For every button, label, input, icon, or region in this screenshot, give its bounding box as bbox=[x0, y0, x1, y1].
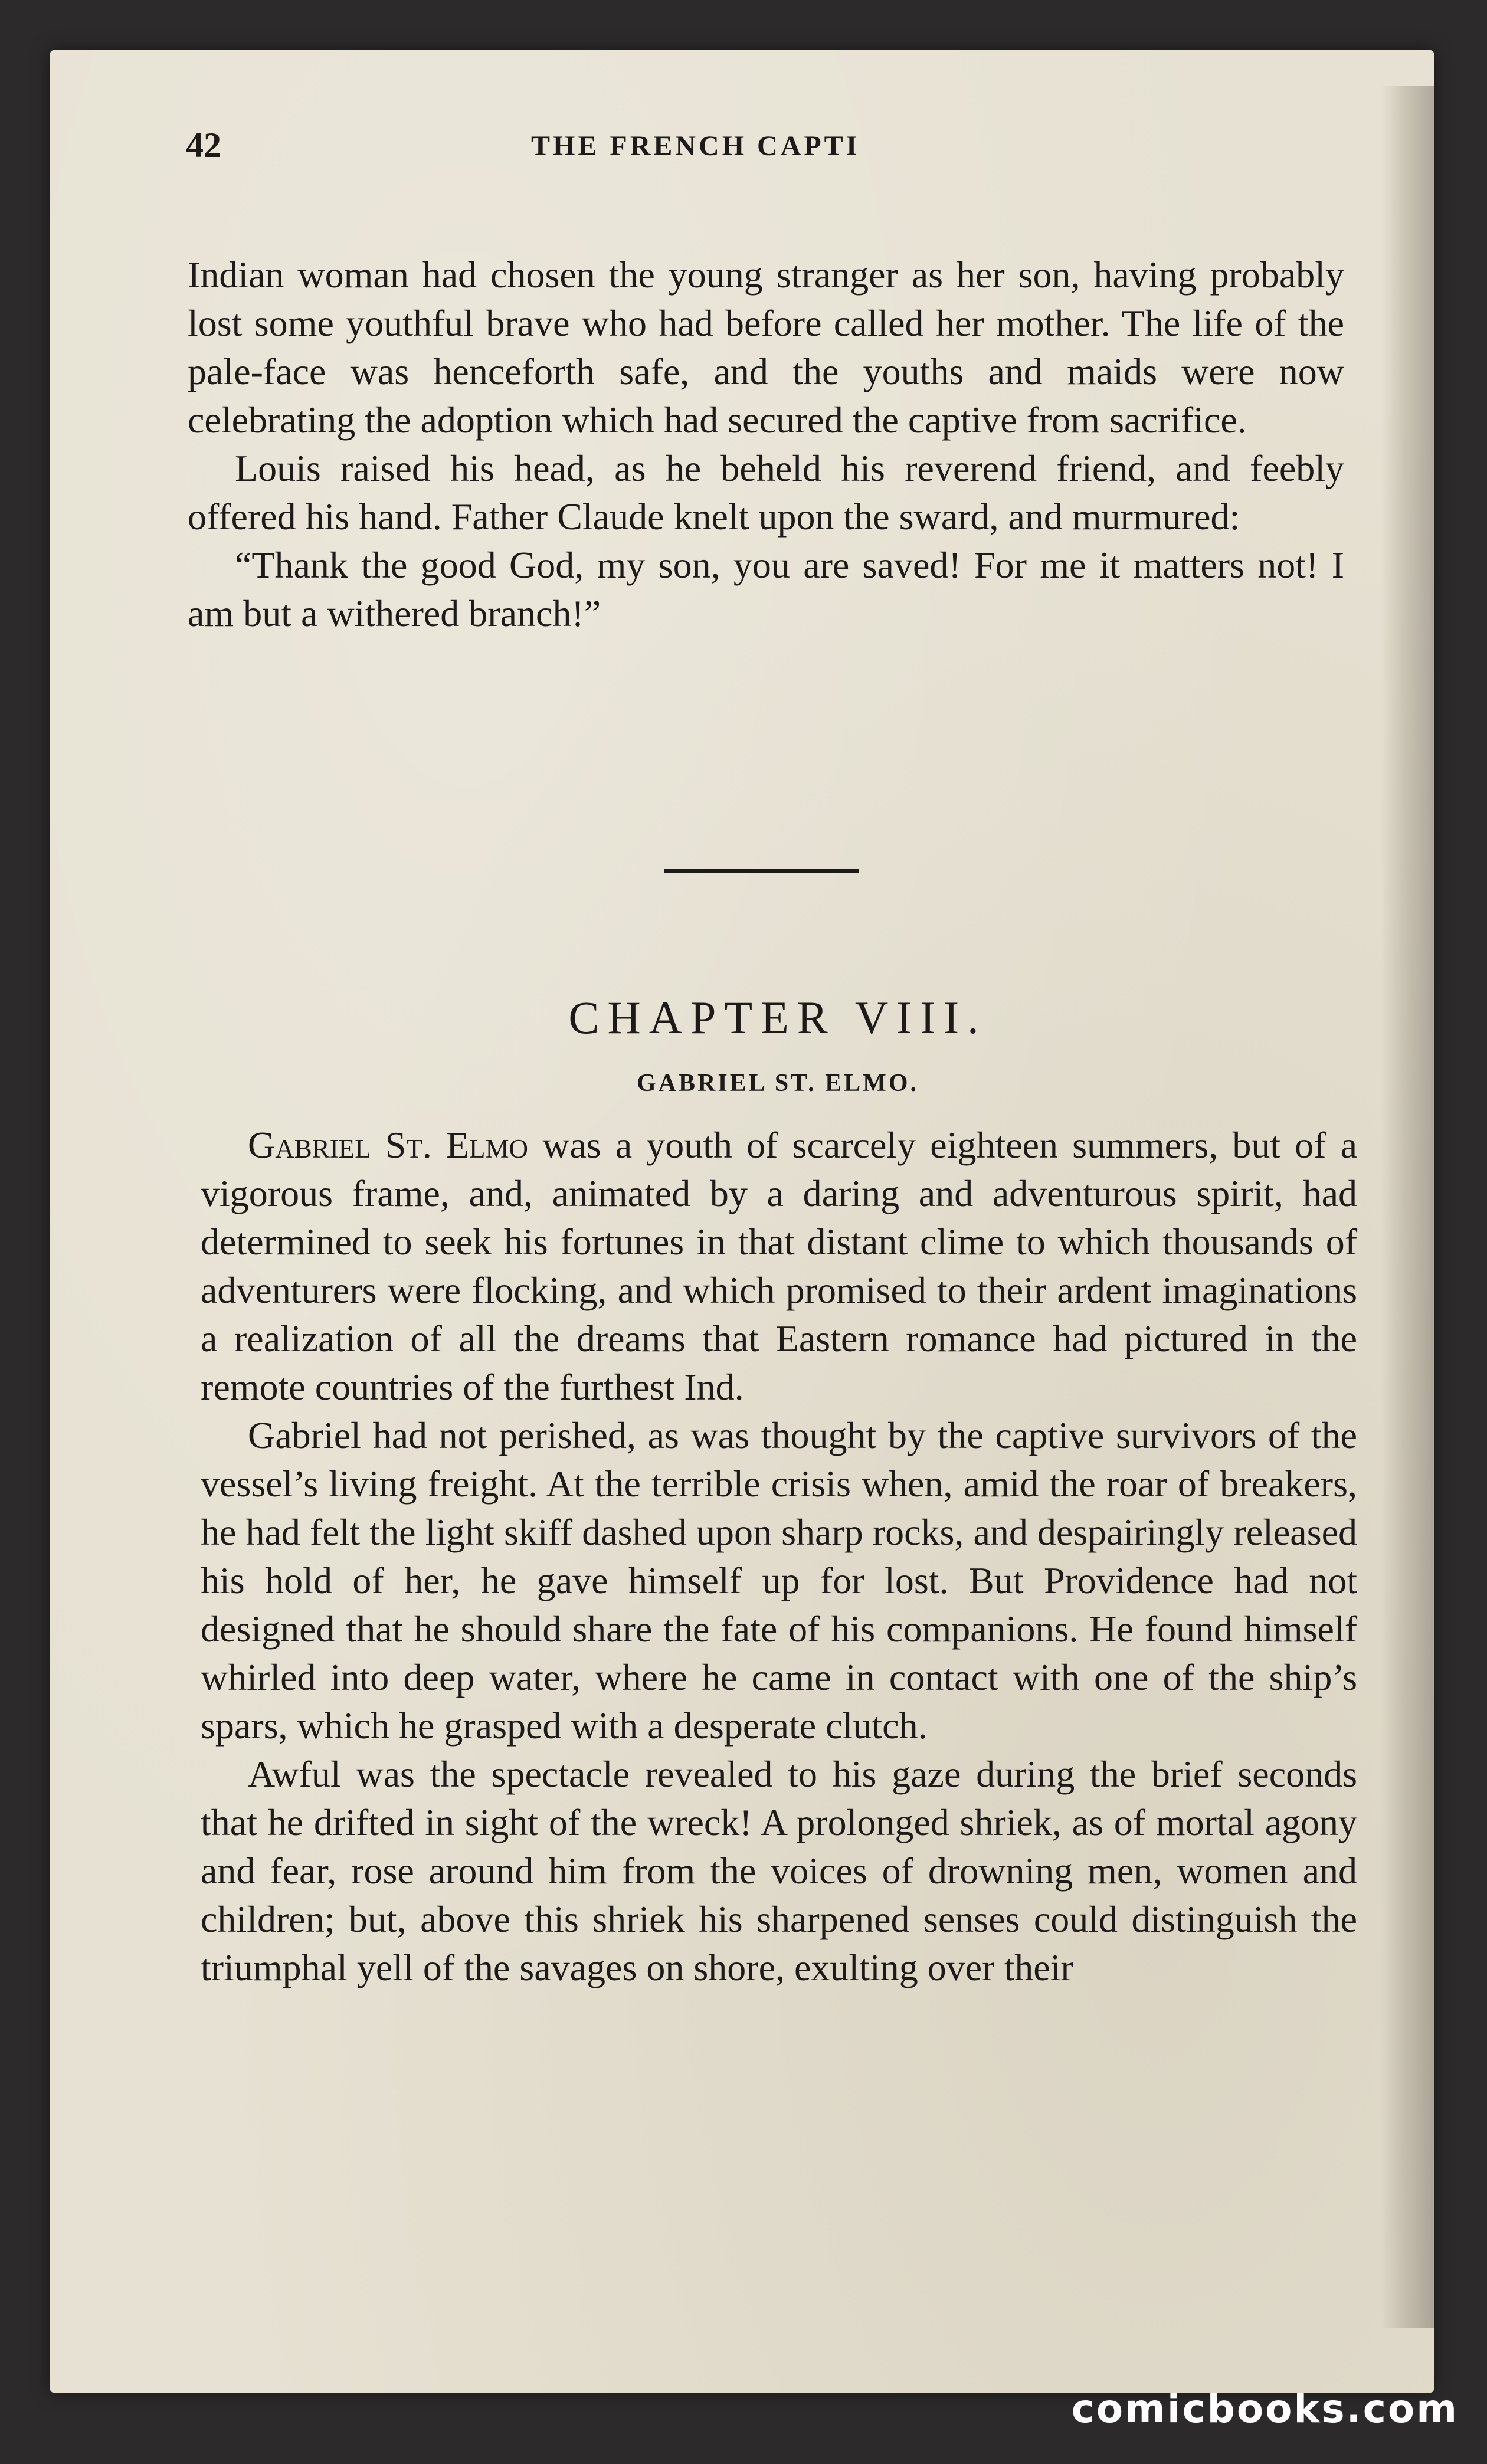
page-gutter-shadow bbox=[1381, 86, 1434, 2328]
paragraph bbox=[201, 1121, 1357, 1411]
previous-chapter-text bbox=[188, 251, 1344, 638]
chapter-subtitle: GABRIEL ST. ELMO. bbox=[637, 1070, 919, 1097]
paragraph: Indian woman had chosen the young stranger as her son, having probably lost some youthful brave who had before called her mother. The life of the pale-face was henceforth safe, and the youths and maids were now celebrating the adoption which had secured the captive from sacrifice. bbox=[188, 254, 1344, 441]
paragraph: Gabriel had not perished, as was thought by the captive survivors of the vessel’s living freight. At the terrible crisis when, amid the roar of breakers, he had felt the light skiff dashed upon sharp rocks, and despairingly released his hold of her, he gave himself up for lost. But Providence had not designed that he should share the fate of his companions. He found himself whirled into deep water, where he came in contact with one of the ship’s spars, which he grasped with a desperate clutch. bbox=[201, 1414, 1357, 1747]
chapter-title: CHAPTER VIII. bbox=[568, 992, 987, 1043]
running-head: THE FRENCH CAPTI bbox=[531, 130, 860, 162]
chapter-opening-words: Gabriel St. Elmo bbox=[248, 1124, 529, 1166]
paragraph-rest: was a youth of scarcely eighteen summers, but of a vigorous frame, and, animated by a daring and adventurous spirit, had determined to seek his fortunes in that distant clime to which thousands of adventurers were flocking, and which promised to their ardent imaginations a realization of all the dreams that Eastern romance had pictured in the remote countries of the furthest Ind. bbox=[201, 1124, 1357, 1408]
watermark: comicbooks.com bbox=[1071, 2386, 1459, 2432]
paragraph: Awful was the spectacle revealed to his gaze during the brief seconds that he drifted in sight of the wreck! A prolonged shriek, as of mortal agony and fear, rose around him from the voices of drowning men, women and children; but, above this shriek his sharpened senses could distinguish the triumphal yell of the savages on shore, exulting over their bbox=[201, 1753, 1357, 1988]
chapter-text bbox=[201, 1121, 1357, 1992]
page-header bbox=[139, 125, 1260, 178]
chapter-divider-rule bbox=[664, 869, 859, 873]
paragraph: “Thank the good God, my son, you are saved! For me it matters not! I am but a withered branch!” bbox=[188, 544, 1344, 634]
paragraph: Louis raised his head, as he beheld his reverend friend, and feebly offered his hand. Father Claude knelt upon the sward, and murmured: bbox=[188, 447, 1344, 538]
page-number: 42 bbox=[186, 126, 221, 165]
